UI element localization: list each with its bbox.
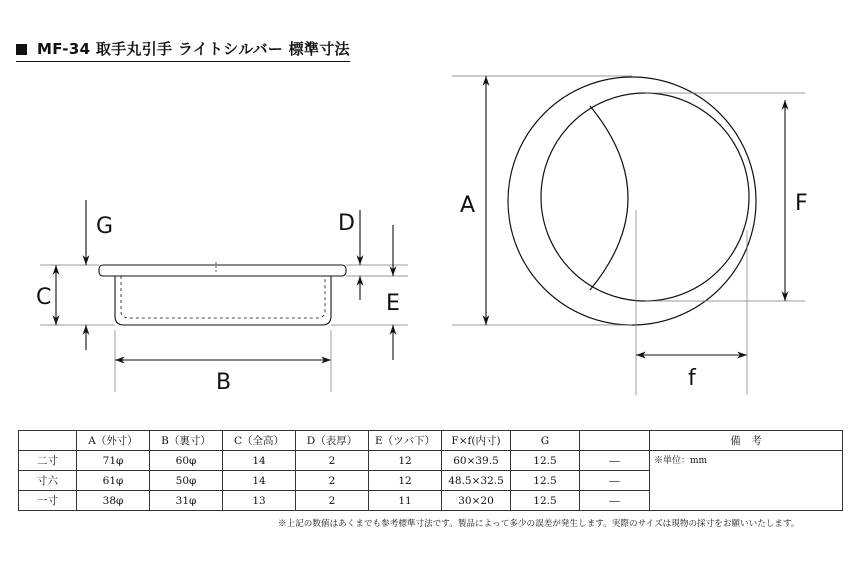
cell-E: 12 bbox=[369, 451, 442, 471]
cell-E: 11 bbox=[369, 491, 442, 511]
spec-table bbox=[18, 430, 843, 511]
cell-G: 12.5 bbox=[511, 491, 580, 511]
cell-G: 12.5 bbox=[511, 451, 580, 471]
table-header-row bbox=[19, 431, 843, 451]
header-cell: A（外寸） bbox=[77, 431, 150, 451]
header-cell bbox=[19, 431, 77, 451]
cell-B: 31φ bbox=[150, 491, 223, 511]
cell-B: 60φ bbox=[150, 451, 223, 471]
label-f: f bbox=[688, 366, 696, 391]
header-cell: D（表厚） bbox=[296, 431, 369, 451]
label-C: C bbox=[36, 285, 52, 310]
cell-B: 50φ bbox=[150, 471, 223, 491]
cell-D: 2 bbox=[296, 471, 369, 491]
side-view bbox=[99, 262, 346, 325]
inner-ring bbox=[541, 93, 749, 301]
cell-Ff: 30×20 bbox=[442, 491, 511, 511]
header-cell: C（全高） bbox=[223, 431, 296, 451]
outer-ring bbox=[508, 77, 756, 325]
cup-inner-hidden-line bbox=[121, 276, 325, 318]
flange-outline bbox=[99, 265, 346, 276]
cell-C: 13 bbox=[223, 491, 296, 511]
cell-Ff: 60×39.5 bbox=[442, 451, 511, 471]
row-name: 一寸 bbox=[19, 491, 77, 511]
cell-A: 38φ bbox=[77, 491, 150, 511]
label-D: D bbox=[338, 211, 355, 236]
label-B: B bbox=[216, 370, 232, 395]
label-G: G bbox=[96, 214, 114, 239]
cell-C: 14 bbox=[223, 451, 296, 471]
label-F: F bbox=[795, 191, 808, 216]
cell-D: 2 bbox=[296, 491, 369, 511]
cell-A: 71φ bbox=[77, 451, 150, 471]
header-cell: F×f(内寸) bbox=[442, 431, 511, 451]
header-cell-remarks: 備 考 bbox=[650, 431, 843, 451]
header-cell: B（裏寸） bbox=[150, 431, 223, 451]
cell-E: 12 bbox=[369, 471, 442, 491]
cell-C: 14 bbox=[223, 471, 296, 491]
table-row bbox=[19, 451, 843, 471]
cell-dash: ― bbox=[580, 491, 650, 511]
title-text: MF-34 取手丸引手 ライトシルバー 標準寸法 bbox=[37, 40, 350, 58]
cell-A: 61φ bbox=[77, 471, 150, 491]
cell-dash: ― bbox=[580, 471, 650, 491]
row-name: 二寸 bbox=[19, 451, 77, 471]
finger-recess-edge bbox=[590, 106, 628, 290]
cell-G: 12.5 bbox=[511, 471, 580, 491]
header-cell bbox=[580, 431, 650, 451]
label-A: A bbox=[460, 193, 476, 218]
cell-D: 2 bbox=[296, 451, 369, 471]
footnote: ※上記の数値はあくまでも参考標準寸法です。製品によって多少の誤差が発生します。実際のサイズは現物の採寸をお願いいたします。 bbox=[278, 519, 800, 529]
header-cell: G bbox=[511, 431, 580, 451]
cell-dash: ― bbox=[580, 451, 650, 471]
front-view bbox=[508, 77, 756, 325]
header-cell: E（ツバ下） bbox=[369, 431, 442, 451]
front-extension-lines bbox=[452, 76, 805, 395]
label-E: E bbox=[386, 291, 400, 316]
row-name: 寸六 bbox=[19, 471, 77, 491]
cell-Ff: 48.5×32.5 bbox=[442, 471, 511, 491]
remarks-note: ※単位：mm bbox=[650, 451, 843, 511]
